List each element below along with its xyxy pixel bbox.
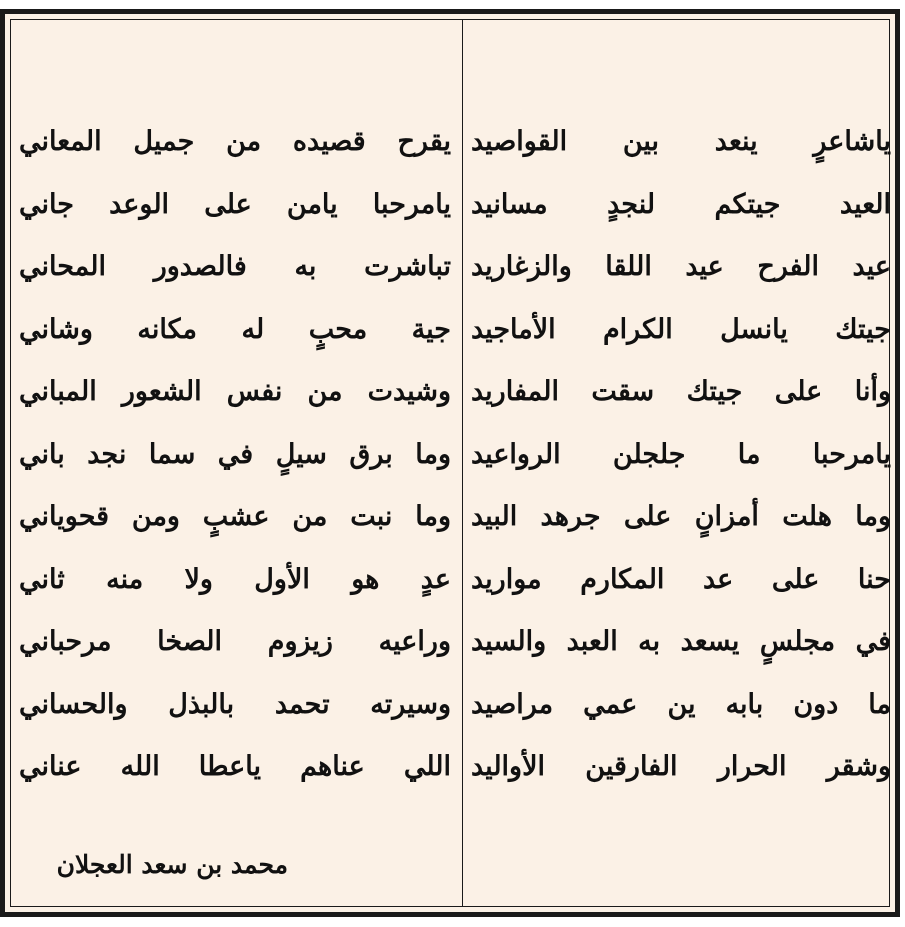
verse-line: وسيرته تحمد بالبذل والحساني xyxy=(19,688,451,720)
verse-line: وراعيه زيزوم الصخا مرحباني xyxy=(19,626,451,657)
verse-line: ما دون بابه ين عمي مراصيد xyxy=(471,688,891,720)
right-verse-column xyxy=(471,111,891,799)
verse-line: في مجلسٍ يسعد به العبد والسيد xyxy=(471,626,891,657)
verse-line: وما نبت من عشبٍ ومن قحوياني xyxy=(19,501,451,532)
poem-inner-border xyxy=(10,19,890,907)
verse-line: عيد الفرح عيد اللقا والزغاريد xyxy=(471,251,891,282)
verse-line: ياشاعرٍ ينعد بين القواصيد xyxy=(471,126,891,157)
author-signature: محمد بن سعد العجلان xyxy=(56,850,288,879)
verse-line: تباشرت به فالصدور المحاني xyxy=(19,251,451,282)
verse-line: وما هلت أمزانٍ على جرهد البيد xyxy=(471,501,891,532)
verse-line: جية محبٍ له مكانه وشاني xyxy=(19,313,451,345)
verse-line: عدٍ هو الأول ولا منه ثاني xyxy=(19,563,451,595)
left-verse-column xyxy=(19,111,451,799)
verse-line: جيتك يانسل الكرام الأماجيد xyxy=(471,313,891,345)
verse-line: وما برق سيلٍ في سما نجد باني xyxy=(19,438,451,470)
verse-line: وشيدت من نفس الشعور المباني xyxy=(19,376,451,407)
verse-line: وأنا على جيتك سقت المفاريد xyxy=(471,376,891,407)
verse-line: العيد جيتكم لنجدٍ مسانيد xyxy=(471,188,891,220)
verse-line: وشقر الحرار الفارقين الأواليد xyxy=(471,751,891,782)
column-divider xyxy=(462,20,463,906)
verse-line: حنا على عد المكارم مواريد xyxy=(471,563,891,595)
poem-frame xyxy=(0,9,900,917)
verse-line: اللي عناهم ياعطا الله عناني xyxy=(19,751,451,782)
verse-line: يقرح قصيده من جميل المعاني xyxy=(19,126,451,157)
verse-line: يامرحبا يامن على الوعد جاني xyxy=(19,188,451,220)
verse-line: يامرحبا ما جلجلن الرواعيد xyxy=(471,438,891,470)
